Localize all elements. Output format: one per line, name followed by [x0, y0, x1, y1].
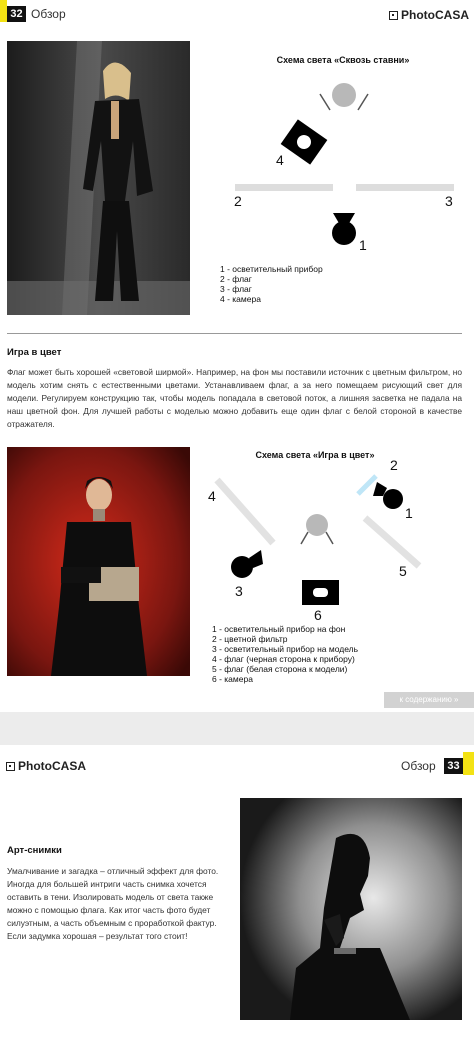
article-heading: Арт-снимки: [7, 845, 62, 856]
legend-item: 3 - флаг: [220, 284, 252, 294]
diagram2-flag-black-side: [217, 480, 273, 543]
diagram1-light-leg-left: [320, 94, 330, 110]
diagram1-camera-flag-icon: [281, 119, 328, 164]
diagram1-light-leg-right: [358, 94, 368, 110]
diagram1-light-source-icon: [332, 83, 356, 107]
page-number: 32: [7, 6, 26, 22]
diagram2-label-6: 6: [314, 607, 322, 623]
accent-bar: [0, 0, 7, 22]
diagram2-light-source-icon: [306, 514, 328, 536]
article-paragraph: Флаг может быть хорошей «световой ширмой». Например, на фон мы поставили источник с цветным фильтром, но модель хотим снять с естественными цветами. Устанавливаем флаг, а за него помещаем рисующий свет для модели. Регулируем конструкцию так, чтобы модель попадала в световой поток, а лишняя засветка не падала на наш цветной фон. Для лучшей работы с моделью можно добавить еще один флаг с белой стороной в качестве отражателя.: [7, 367, 462, 429]
diagram1-title: Схема света «Сквозь ставни»: [276, 55, 410, 65]
legend-item: 5 - флаг (белая сторона к модели): [212, 664, 348, 674]
photo-silhouette-portrait: [240, 798, 462, 1020]
logo: [389, 8, 469, 22]
logo-icon: [6, 762, 15, 771]
diagram2-camera-lens-icon: [313, 588, 328, 597]
diagram2-light-leg-left: [301, 532, 308, 544]
legend-item: 1 - осветительный прибор: [220, 264, 323, 274]
section-title: Обзор: [31, 7, 66, 21]
diagram1-legend: [220, 264, 420, 304]
logo: [6, 759, 86, 773]
diagram2-label-1: 1: [405, 505, 413, 521]
page-33: [0, 745, 474, 1053]
diagram2-background-light-icon: [383, 489, 403, 509]
legend-item: 1 - осветительный прибор на фон: [212, 624, 346, 634]
diagram2-flag-white-side: [365, 518, 419, 566]
lighting-diagram-1: [220, 70, 470, 260]
logo-text: PhotoCASA: [18, 759, 86, 773]
section-title: Обзор: [401, 759, 436, 773]
legend-item: 6 - камера: [212, 674, 253, 684]
logo-icon: [389, 11, 398, 20]
legend-item: 4 - камера: [220, 294, 261, 304]
section-divider: [7, 333, 462, 334]
legend-item: 3 - осветительный прибор на модель: [212, 644, 359, 654]
diagram2-label-2: 2: [390, 457, 398, 473]
diagram1-camera-lens-icon: [333, 213, 355, 225]
photo-model-red: [7, 447, 190, 676]
diagram1-label-2: 2: [234, 193, 242, 209]
diagram1-flag-left: [235, 184, 333, 191]
page-number: 33: [444, 758, 463, 774]
article-paragraph: Умалчивание и загадка – отличный эффект для фото. Иногда для большей интриги часть снимка хочется оставить в тени. Изолировать модель от света также можно с помощью флага. Как итог часть фото будет силуэтным, а часть объемным с проработкой фактур. Если задумка хорошая – результат того стоит!: [7, 866, 219, 941]
diagram1-label-3: 3: [445, 193, 453, 209]
diagram2-label-4: 4: [208, 488, 216, 504]
article-heading: Игра в цвет: [7, 347, 62, 358]
diagram1-flag-right: [356, 184, 454, 191]
accent-bar: [463, 752, 474, 775]
photo-model-suit: [7, 41, 190, 315]
diagram1-label-1: 1: [359, 237, 367, 253]
legend-item: 2 - флаг: [220, 274, 252, 284]
diagram2-label-3: 3: [235, 583, 243, 599]
diagram2-color-filter: [358, 476, 376, 494]
legend-item: 2 - цветной фильтр: [212, 634, 288, 644]
diagram2-legend: [212, 624, 452, 684]
page-gap: [0, 712, 474, 745]
diagram2-label-5: 5: [399, 563, 407, 579]
diagram2-light-leg-right: [326, 532, 333, 544]
legend-item: 4 - флаг (черная сторона к прибору): [212, 654, 355, 664]
diagram2-title: Схема света «Игра в цвет»: [255, 450, 375, 460]
diagram1-label-4: 4: [276, 152, 284, 168]
toc-link-button[interactable]: к содержанию »: [384, 692, 474, 708]
lighting-diagram-2: [205, 460, 465, 610]
logo-text: PhotoCASA: [401, 8, 469, 22]
